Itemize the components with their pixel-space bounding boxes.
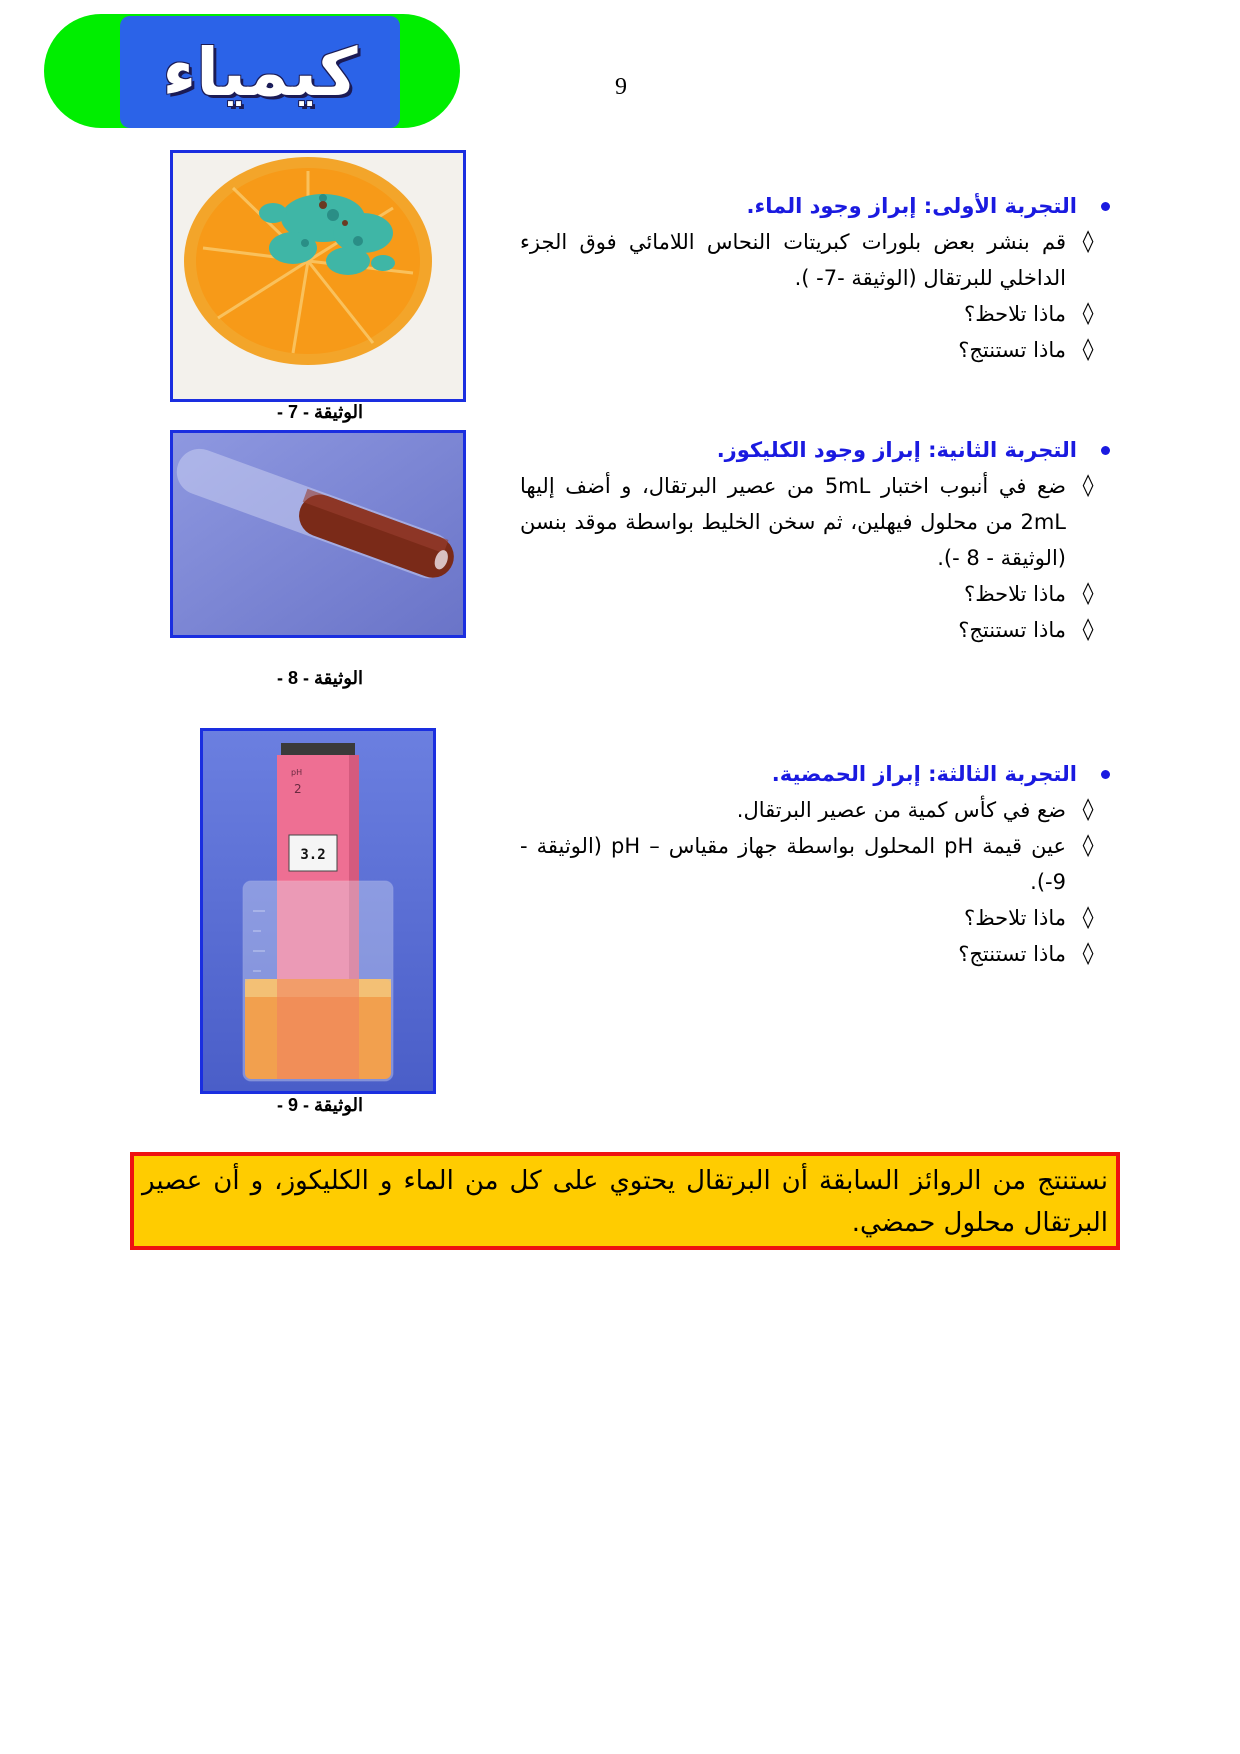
list-item: ◊ ماذا تلاحظ؟ — [520, 900, 1110, 936]
header-title: كيمياء — [162, 33, 358, 111]
list-item: ◊ ماذا تستنتج؟ — [520, 936, 1110, 972]
ph-meter-illustration — [203, 731, 433, 1091]
figure-8-caption: الوثيقة - 8 - — [277, 668, 363, 688]
diamond-bullet-icon: ◊ — [1082, 797, 1094, 822]
figure-9-ph-meter — [200, 728, 436, 1094]
ph-label: pH — [291, 768, 303, 777]
experiment-2-title: التجربة الثانية: إبراز وجود الكليكوز. — [520, 432, 1110, 468]
figure-7-orange — [170, 150, 466, 402]
test-tube-illustration — [173, 433, 463, 635]
experiment-2 — [520, 432, 1110, 648]
list-item: ◊ ماذا تلاحظ؟ — [520, 296, 1110, 332]
list-item: ◊ قم بنشر بعض بلورات كبريتات النحاس اللامائي فوق الجزء الداخلي للبرتقال (الوثيقة -7- ). — [520, 224, 1110, 296]
diamond-bullet-icon: ◊ — [1082, 229, 1094, 254]
diamond-bullet-icon: ◊ — [1082, 473, 1094, 498]
list-item: ◊ ماذا تستنتج؟ — [520, 332, 1110, 368]
diamond-bullet-icon: ◊ — [1082, 905, 1094, 930]
orange-slice-illustration — [173, 153, 463, 399]
diamond-bullet-icon: ◊ — [1082, 617, 1094, 642]
diamond-bullet-icon: ◊ — [1082, 337, 1094, 362]
figure-9-caption: الوثيقة - 9 - — [277, 1095, 363, 1115]
experiment-1 — [520, 188, 1110, 368]
ph-reading: 3.2 — [300, 847, 326, 863]
diamond-bullet-icon: ◊ — [1082, 833, 1094, 858]
diamond-bullet-icon: ◊ — [1082, 581, 1094, 606]
page-number: 9 — [615, 74, 627, 100]
header-title-box — [120, 16, 400, 128]
list-item: ◊ ضع في أنبوب اختبار 5mL من عصير البرتقال، و أضف إليها 2mL من محلول فيهلين، ثم سخن الخليط بواسطة موقد بنسن (الوثيقة - 8 -). — [520, 468, 1110, 576]
figure-8-test-tube — [170, 430, 466, 638]
list-item: ◊ ضع في كأس كمية من عصير البرتقال. — [520, 792, 1110, 828]
experiment-1-title: التجربة الأولى: إبراز وجود الماء. — [520, 188, 1110, 224]
ph-model-number: 2 — [294, 782, 302, 796]
diamond-bullet-icon: ◊ — [1082, 301, 1094, 326]
experiment-3-title: التجربة الثالثة: إبراز الحمضية. — [520, 756, 1110, 792]
experiment-3 — [520, 756, 1110, 972]
list-item: ◊ ماذا تستنتج؟ — [520, 612, 1110, 648]
list-item: ◊ ماذا تلاحظ؟ — [520, 576, 1110, 612]
bullet-icon — [1101, 770, 1110, 779]
figure-7-caption: الوثيقة - 7 - — [277, 402, 363, 422]
diamond-bullet-icon: ◊ — [1082, 941, 1094, 966]
bullet-icon — [1101, 446, 1110, 455]
conclusion-box: نستنتج من الروائز السابقة أن البرتقال يحتوي على كل من الماء و الكليكوز، و أن عصير البرتقال محلول حمضي. — [130, 1152, 1120, 1250]
bullet-icon — [1101, 202, 1110, 211]
list-item: ◊ عين قيمة pH المحلول بواسطة جهاز مقياس – pH (الوثيقة - 9-). — [520, 828, 1110, 900]
